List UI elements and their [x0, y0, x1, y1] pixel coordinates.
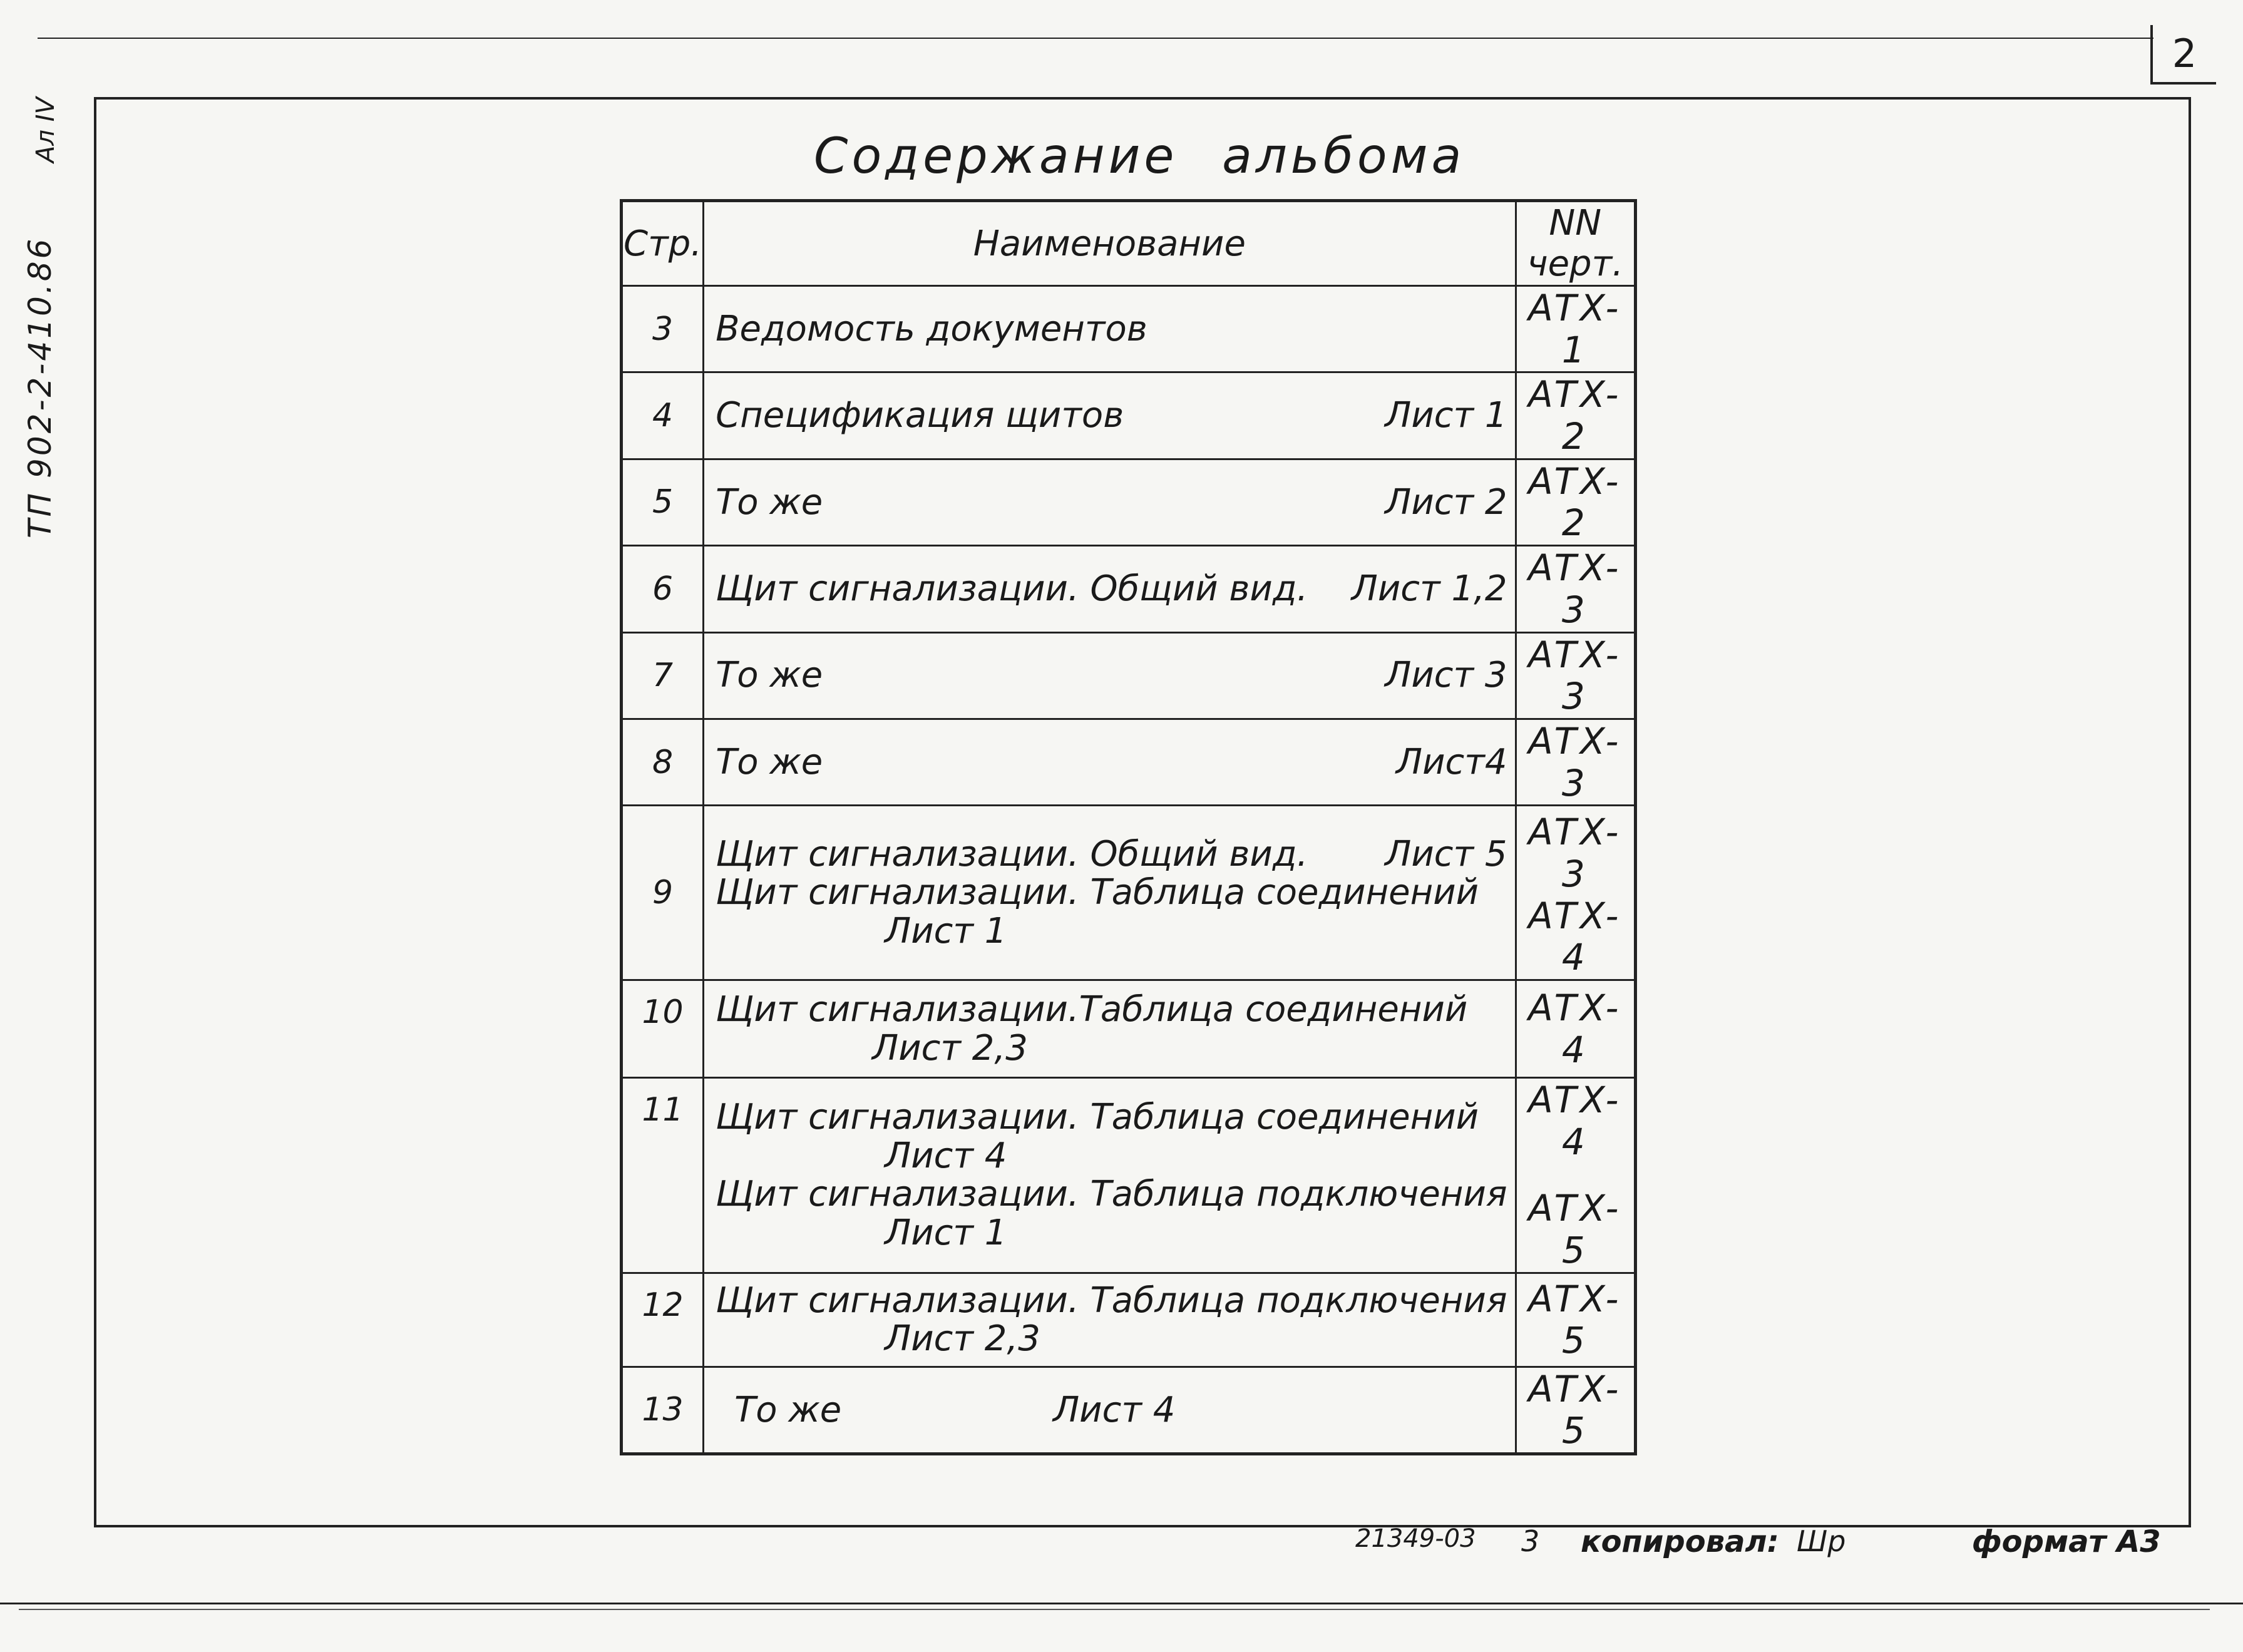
row-code: [1516, 1078, 1635, 1273]
row-name-text: Ведомость документов: [716, 308, 1147, 349]
row-sheet-line1: Лист 5: [1385, 833, 1507, 875]
table-row: [622, 1367, 1636, 1454]
row-code: ATX-1: [1516, 286, 1635, 372]
row-sheet: Лист 4: [1053, 1389, 1176, 1430]
row-name: [704, 1078, 1516, 1273]
row-code: ATX-3: [1516, 546, 1635, 632]
row-page: 6: [622, 546, 704, 632]
table-row: [622, 980, 1636, 1078]
row-code: ATX-5: [1516, 1367, 1635, 1454]
row-sheet-line1: Лист 4: [885, 1135, 1007, 1176]
row-page: 3: [622, 286, 704, 372]
top-border-line: [38, 38, 2153, 39]
table-row: [622, 286, 1636, 372]
header-page: Стр.: [622, 201, 704, 286]
row-code-2: ATX-5: [1528, 1187, 1623, 1272]
row-sheet: Лист 3: [1385, 655, 1507, 696]
row-code: ATX-3: [1516, 719, 1635, 805]
row-page: 13: [622, 1367, 704, 1454]
row-name-line2: Щит сигнализации. Таблица подключения: [716, 1174, 1507, 1215]
row-sheet-line2: Лист 1: [885, 1212, 1007, 1253]
bottom-border-line-upper: [19, 1609, 2210, 1610]
row-name-text: Щит сигнализации. Общий вид.: [716, 568, 1308, 610]
row-page: 8: [622, 719, 704, 805]
footer-sheet-number: 3: [1521, 1524, 1540, 1558]
header-name: Наименование: [704, 201, 1516, 286]
table-row: [622, 632, 1636, 719]
row-sheet: Лист 1,2: [1351, 568, 1507, 610]
row-code: ATX-2: [1516, 459, 1635, 545]
row-name: [704, 719, 1516, 805]
row-sheet: Лист 1: [1385, 395, 1507, 436]
row-page: 12: [622, 1273, 704, 1367]
page-number: 2: [2150, 25, 2216, 85]
row-sheet: Лист4: [1396, 741, 1507, 782]
row-name-text: То же: [734, 1389, 842, 1430]
page-title: Содержание альбома: [814, 128, 1465, 185]
row-code: [1516, 806, 1635, 980]
row-name-line2: Щит сигнализации. Таблица соединений: [716, 872, 1479, 913]
row-code: ATX-4: [1516, 980, 1635, 1078]
row-page: 11: [622, 1078, 704, 1273]
footer-format-label: формат А3: [1972, 1524, 2161, 1559]
row-name: [704, 286, 1516, 372]
row-code-2: ATX-4: [1528, 894, 1623, 979]
row-sheet: Лист 2,3: [885, 1318, 1040, 1360]
document-code-vertical: ТП 902-2-410.86: [22, 236, 58, 538]
row-name-text: Спецификация щитов: [716, 395, 1124, 436]
row-code-1: ATX-4: [1528, 1079, 1623, 1163]
row-page: 10: [622, 980, 704, 1078]
row-code: ATX-3: [1516, 632, 1635, 719]
row-name: [704, 1273, 1516, 1367]
footer-doc-code: 21349-03: [1355, 1524, 1476, 1553]
row-name-text: То же: [716, 481, 823, 523]
bottom-border-line: [0, 1603, 2243, 1604]
table-row: [622, 372, 1636, 459]
row-page: 7: [622, 632, 704, 719]
table-row: [622, 1078, 1636, 1273]
row-name-text: Щит сигнализации. Таблица подключения: [716, 1280, 1507, 1321]
row-page: 5: [622, 459, 704, 545]
table-row: [622, 719, 1636, 805]
album-label-vertical: Ал IV: [31, 97, 60, 163]
row-name: [704, 980, 1516, 1078]
table-row: [622, 806, 1636, 980]
row-name: [704, 806, 1516, 980]
table-row: [622, 1273, 1636, 1367]
row-name: [704, 1367, 1516, 1454]
row-name: [704, 459, 1516, 545]
row-name: [704, 632, 1516, 719]
row-page: 9: [622, 806, 704, 980]
row-sheet: Лист 2: [1385, 481, 1507, 523]
row-name-text: Щит сигнализации.Таблица соединений: [716, 988, 1468, 1030]
row-code-1: ATX-3: [1528, 811, 1623, 895]
table-row: [622, 459, 1636, 545]
row-code: ATX-2: [1516, 372, 1635, 459]
footer-copied-label: копировал:: [1581, 1524, 1779, 1559]
row-sheet: Лист 2,3: [872, 1027, 1028, 1069]
table-row: [622, 546, 1636, 632]
row-page: 4: [622, 372, 704, 459]
row-name-line1: Щит сигнализации. Общий вид.: [716, 833, 1308, 875]
row-name-text: То же: [716, 655, 823, 696]
row-name-text: То же: [716, 741, 823, 782]
table-header-row: [622, 201, 1636, 286]
row-name-line1: Щит сигнализации. Таблица соединений: [716, 1097, 1479, 1138]
contents-table: [620, 199, 1637, 1455]
footer-signature: Шр: [1797, 1524, 1846, 1558]
row-name: [704, 372, 1516, 459]
row-sheet-line2: Лист 1: [885, 910, 1007, 952]
header-code: NN черт.: [1516, 201, 1635, 286]
row-name: [704, 546, 1516, 632]
row-code: ATX-5: [1516, 1273, 1635, 1367]
